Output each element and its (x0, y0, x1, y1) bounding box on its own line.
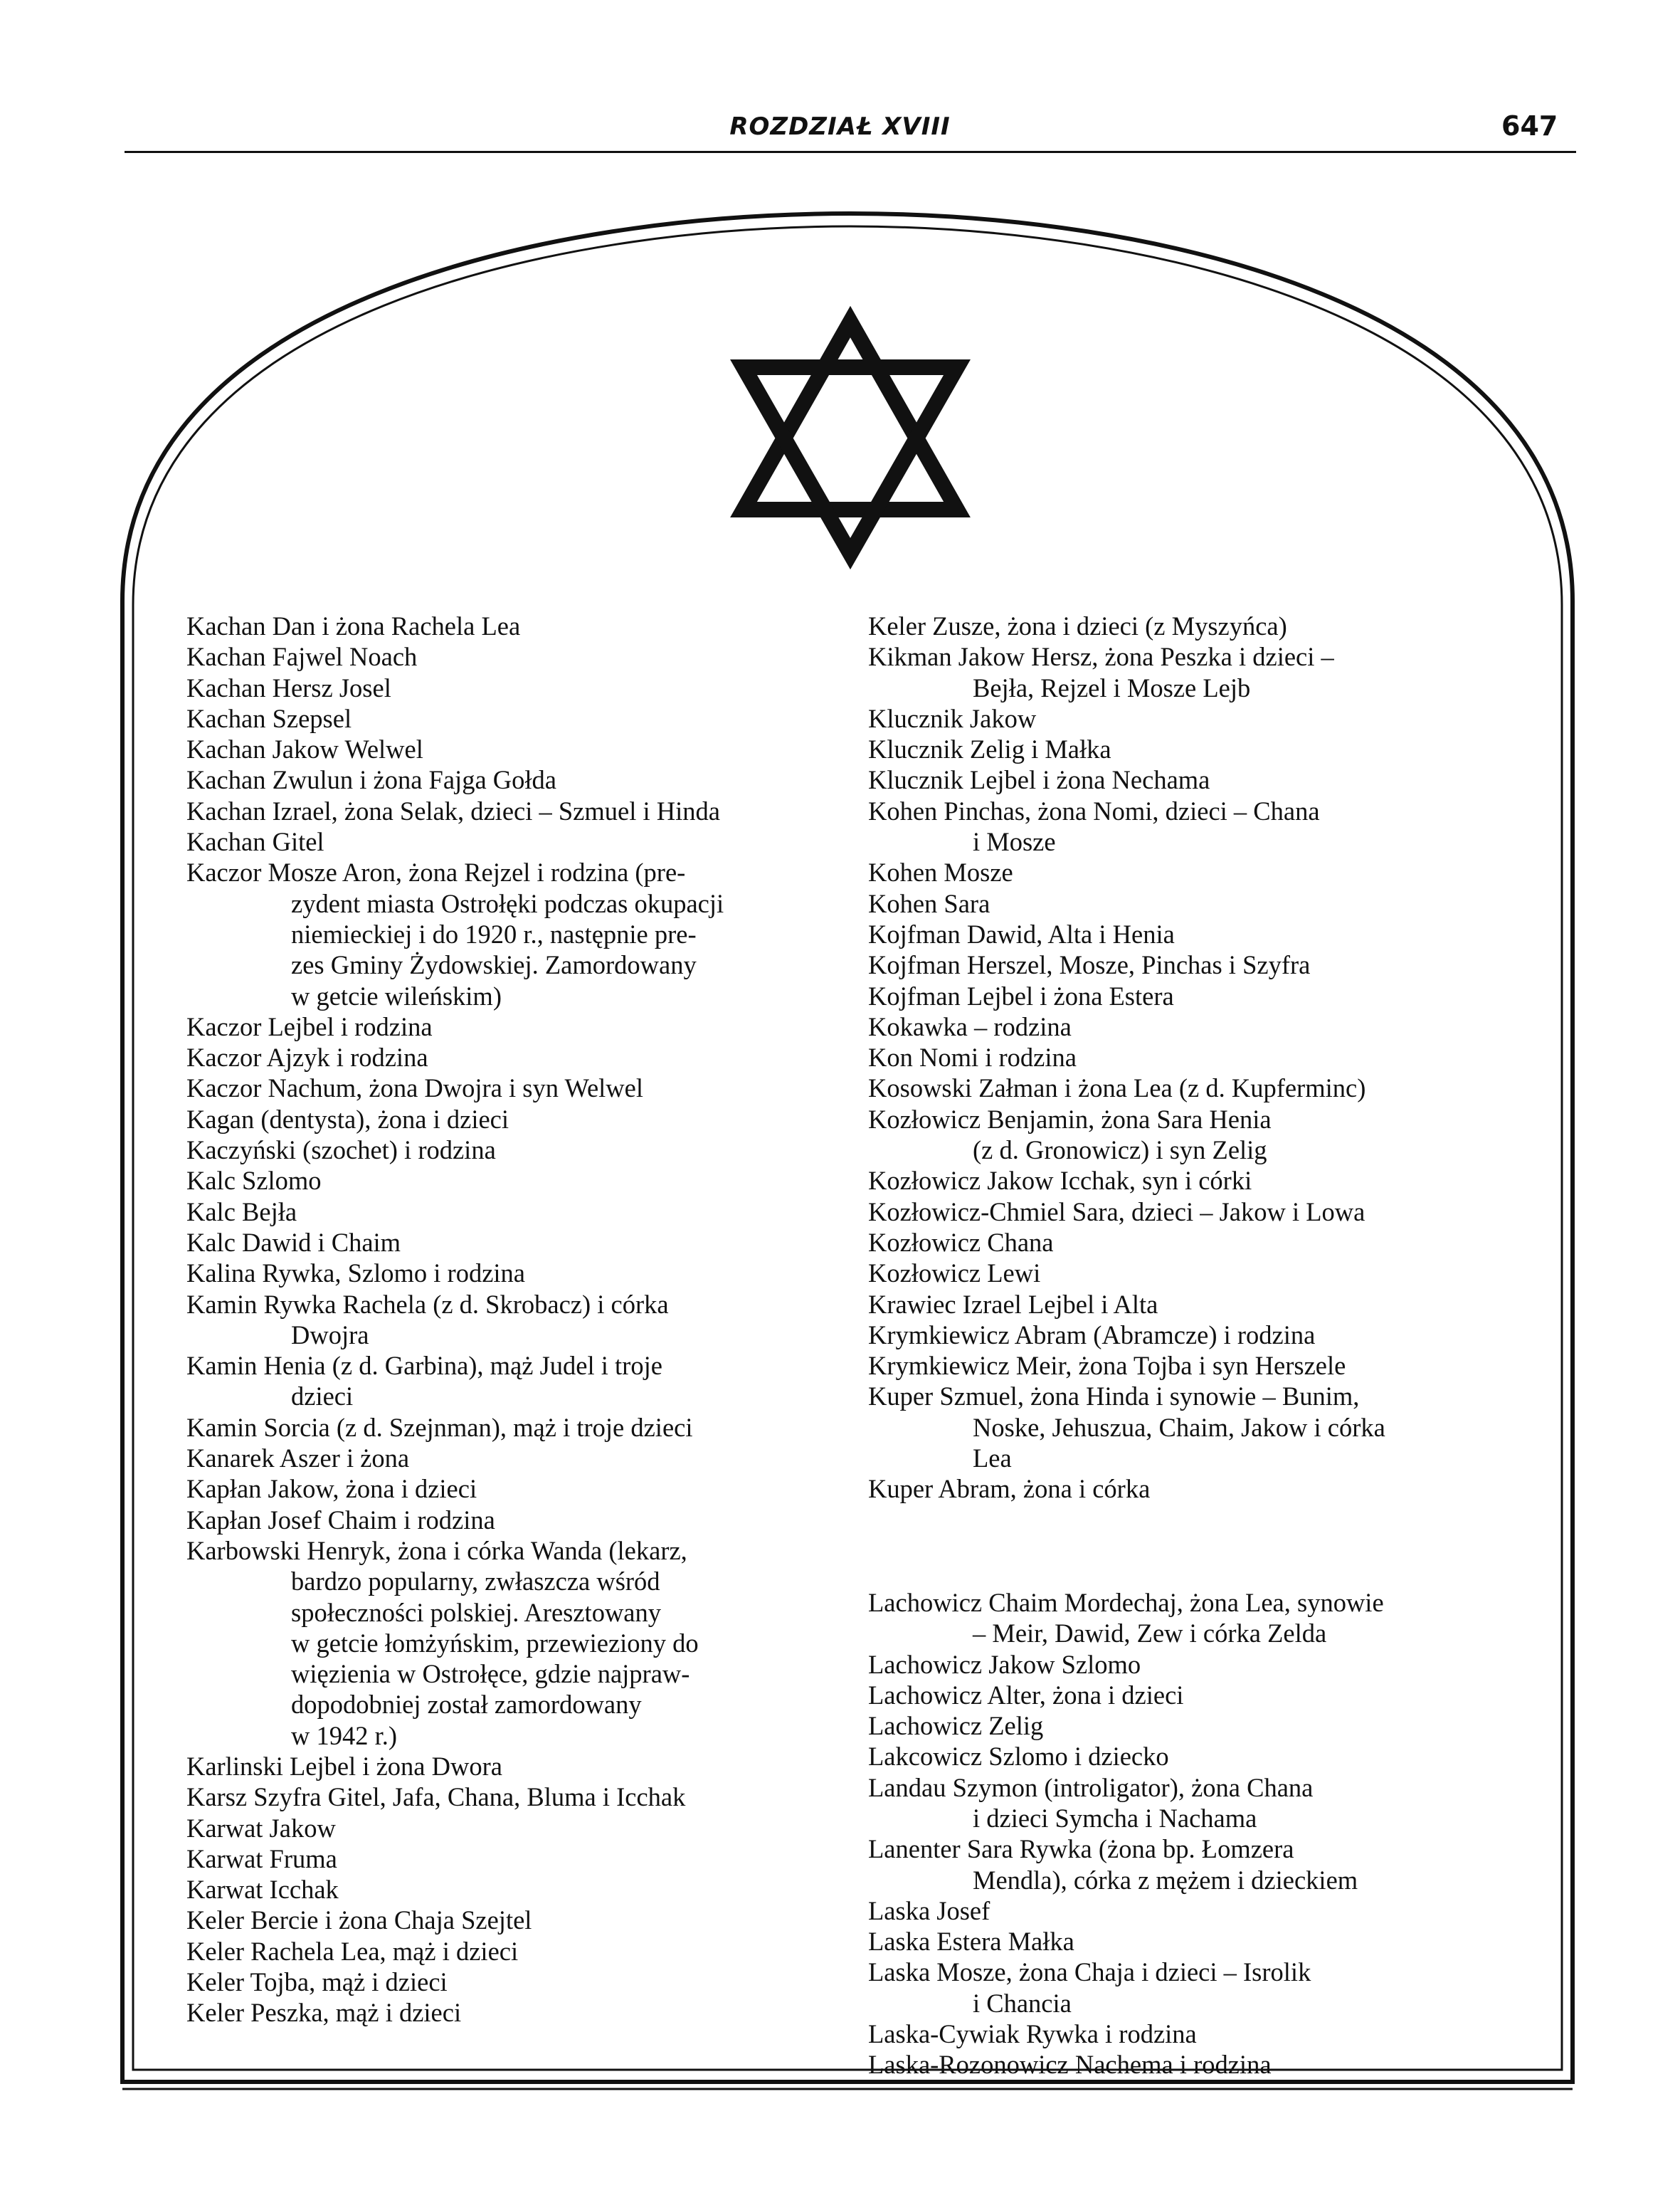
list-item: Karwat Fruma (186, 1843, 337, 1873)
list-item: Kapłan Jakow, żona i dzieci (186, 1474, 477, 1504)
list-item: Kikman Jakow Hersz, żona Peszka i dzieci – Bejła, Rejzel i Mosze Lejb (868, 642, 1334, 702)
list-item: Keler Zusze, żona i dzieci (z Myszyńca) (868, 611, 1287, 641)
list-item: Kuper Abram, żona i córka (868, 1474, 1151, 1504)
list-item: Kachan Izrael, żona Selak, dzieci – Szmuel i Hinda (186, 796, 720, 826)
list-item: Keler Peszka, mąż i dzieci (186, 1998, 462, 2028)
list-item: Kagan (dentysta), żona i dzieci (186, 1104, 509, 1134)
list-item: Kokawka – rodzina (868, 1011, 1072, 1041)
list-item: Karwat Jakow (186, 1813, 336, 1843)
list-item: Kaczor Ajzyk i rodzina (186, 1043, 428, 1073)
list-item: Kaczor Nachum, żona Dwojra i syn Welwel (186, 1073, 644, 1103)
list-item: Kalina Rywka, Szlomo i rodzina (186, 1258, 525, 1288)
list-item: Krymkiewicz Meir, żona Tojba i syn Herszele (868, 1351, 1346, 1381)
list-item: Kohen Mosze (868, 858, 1013, 888)
star-of-david-icon (744, 322, 957, 554)
list-item: Keler Rachela Lea, mąż i dzieci (186, 1936, 519, 1966)
page-number: 647 (1501, 110, 1558, 142)
list-item: Laska Josef (868, 1895, 990, 1925)
list-item: Kachan Hersz Josel (186, 673, 391, 702)
list-item: Kaczyński (szochet) i rodzina (186, 1135, 496, 1165)
list-item: Kozłowicz Jakow Icchak, syn i córki (868, 1166, 1252, 1196)
list-item: Kozłowicz Lewi (868, 1258, 1041, 1288)
list-item: Kojfman Lejbel i żona Estera (868, 981, 1174, 1011)
list-item: Kaczor Lejbel i rodzina (186, 1011, 433, 1041)
list-item: Klucznik Zelig i Małka (868, 735, 1111, 764)
list-item: Landau Szymon (introligator), żona Chana i dzieci Symcha i Nachama (868, 1772, 1314, 1833)
list-item: Kapłan Josef Chaim i rodzina (186, 1505, 495, 1535)
list-item: Kachan Fajwel Noach (186, 642, 418, 672)
header-rule (125, 151, 1576, 153)
list-item: Kon Nomi i rodzina (868, 1043, 1077, 1073)
list-item: Kozłowicz Chana (868, 1227, 1054, 1257)
list-item: Kohen Sara (868, 888, 990, 918)
list-item: Kozłowicz Benjamin, żona Sara Henia (z d. Gronowicz) i syn Zelig (868, 1104, 1272, 1165)
list-item: Kaczor Mosze Aron, żona Rejzel i rodzina (pre- zydent miasta Ostrołęki podczas okupacji niemieckiej i do 1920 r., następnie pre- zes Gminy Żydowskiej. Zamordowany w getcie wileńskim) (186, 858, 724, 1011)
list-item: Laska-Rozonowicz Nachema i rodzina (868, 2050, 1272, 2080)
list-item: Krawiec Izrael Lejbel i Alta (868, 1289, 1158, 1319)
list-item: Klucznik Jakow (868, 703, 1037, 733)
list-item: Karwat Icchak (186, 1875, 339, 1905)
list-item: Kachan Gitel (186, 827, 324, 857)
list-item: Kalc Bejła (186, 1196, 297, 1226)
list-item: Laska-Cywiak Rywka i rodzina (868, 2019, 1197, 2049)
list-item: Kalc Dawid i Chaim (186, 1227, 401, 1257)
list-item: Karsz Szyfra Gitel, Jafa, Chana, Bluma i Icchak (186, 1782, 686, 1812)
list-item: Lachowicz Chaim Mordechaj, żona Lea, synowie – Meir, Dawid, Zew i córka Zelda (868, 1587, 1384, 1648)
list-item: Kachan Jakow Welwel (186, 735, 423, 764)
list-item: Laska Estera Małka (868, 1927, 1074, 1957)
names-column-left (186, 611, 827, 2028)
list-item: Kohen Pinchas, żona Nomi, dzieci – Chana i Mosze (868, 796, 1320, 857)
list-item: Lachowicz Zelig (868, 1711, 1044, 1741)
list-item: Kuper Szmuel, żona Hinda i synowie – Bunim, Noske, Jehuszua, Chaim, Jakow i córka Lea (868, 1382, 1385, 1473)
list-item: Laska Mosze, żona Chaja i dzieci – Isrolik i Chancia (868, 1957, 1311, 2018)
list-item: Lachowicz Jakow Szlomo (868, 1649, 1141, 1679)
list-item: Krymkiewicz Abram (Abramcze) i rodzina (868, 1320, 1316, 1349)
list-item: Kozłowicz-Chmiel Sara, dzieci – Jakow i Lowa (868, 1196, 1365, 1226)
list-item: Kachan Zwulun i żona Fajga Gołda (186, 765, 556, 795)
list-item: Kamin Sorcia (z d. Szejnman), mąż i troje dzieci (186, 1412, 693, 1442)
list-item: Lanenter Sara Rywka (żona bp. Łomzera Mendla), córka z mężem i dzieckiem (868, 1834, 1358, 1895)
list-item: Kamin Rywka Rachela (z d. Skrobacz) i córka Dwojra (186, 1289, 669, 1349)
names-column-right (868, 611, 1509, 2080)
list-item: Karbowski Henryk, żona i córka Wanda (lekarz, bardzo popularny, zwłaszcza wśród społeczności polskiej. Aresztowany w getcie łomżyńskim, przewieziony do więzienia w Ostrołęce, gdzie najpraw- dopodobniej został zamordowany w 1942 r.) (186, 1535, 699, 1750)
list-item: Kanarek Aszer i żona (186, 1443, 410, 1473)
list-item: Kalc Szlomo (186, 1166, 322, 1196)
list-item: Keler Bercie i żona Chaja Szejtel (186, 1905, 532, 1935)
running-header-title: ROZDZIAŁ XVIII (729, 112, 951, 141)
list-item: Kojfman Herszel, Mosze, Pinchas i Szyfra (868, 950, 1311, 980)
list-item: Keler Tojba, mąż i dzieci (186, 1967, 448, 1997)
section-gap (868, 1530, 1509, 1561)
list-item: Kachan Szepsel (186, 703, 352, 733)
list-item: Kamin Henia (z d. Garbina), mąż Judel i troje dzieci (186, 1351, 662, 1411)
list-item: Kosowski Załman i żona Lea (z d. Kupferminc) (868, 1073, 1366, 1103)
list-item: Lachowicz Alter, żona i dzieci (868, 1680, 1184, 1710)
list-item: Kojfman Dawid, Alta i Henia (868, 919, 1175, 949)
list-item: Karlinski Lejbel i żona Dwora (186, 1751, 502, 1781)
list-item: Lakcowicz Szlomo i dziecko (868, 1742, 1169, 1772)
list-item: Kachan Dan i żona Rachela Lea (186, 611, 521, 641)
list-item: Klucznik Lejbel i żona Nechama (868, 765, 1210, 795)
